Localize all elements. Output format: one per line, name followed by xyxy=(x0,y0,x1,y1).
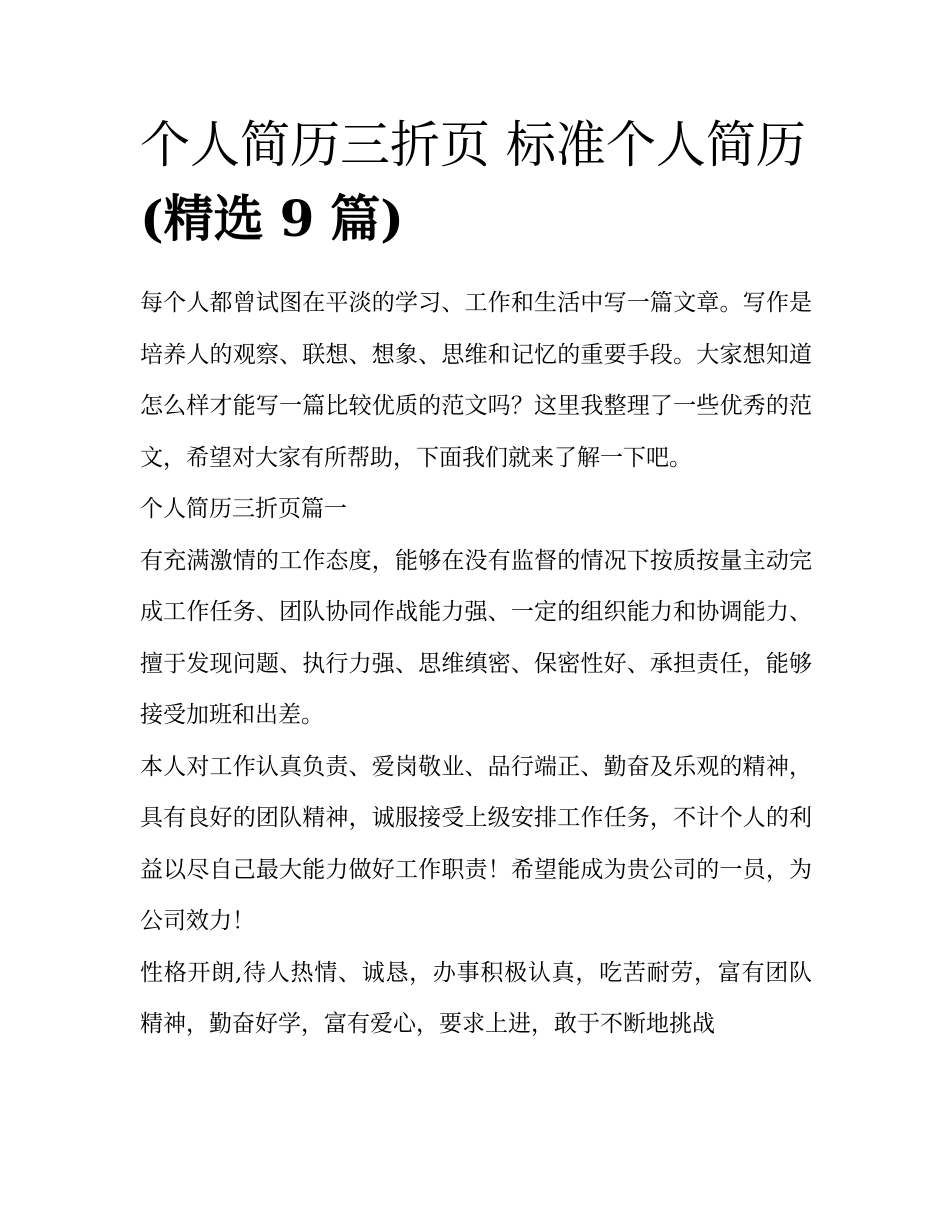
title-line-2-open: (精选 xyxy=(140,189,264,248)
title-line-2-close: 篇) xyxy=(330,189,404,248)
section-heading: 个人简历三折页篇一 xyxy=(140,496,347,522)
body-paragraph-3: 性格开朗,待人热情、诚恳，办事积极认真，吃苦耐劳，富有团队精神，勤奋好学，富有爱心，要求上进，敢于不断地挑战 xyxy=(140,959,812,1037)
body-paragraph-1: 有充满激情的工作态度，能够在没有监督的情况下按质按量主动完成工作任务、团队协同作战能力强、一定的组织能力和协调能力、擅于发现问题、执行力强、思维缜密、保密性好、承担责任，能够接受加班和出差。 xyxy=(140,547,812,728)
title-line-2-number: 9 xyxy=(279,189,315,248)
body-paragraph-2: 本人对工作认真负责、爱岗敬业、品行端正、勤奋及乐观的精神，具有良好的团队精神，诚服接受上级安排工作任务，不计个人的利益以尽自己最大能力做好工作职责！希望能成为贵公司的一员，为公司效力！ xyxy=(140,753,812,934)
title-line-1: 个人简历三折页 标准个人简历 xyxy=(140,116,806,174)
intro-paragraph: 每个人都曾试图在平淡的学习、工作和生活中写一篇文章。写作是培养人的观察、联想、想象、思维和记忆的重要手段。大家想知道怎么样才能写一篇比较优质的范文吗？这里我整理了一些优秀的范文，希望对大家有所帮助，下面我们就来了解一下吧。 xyxy=(140,290,812,471)
document-page xyxy=(140,108,812,1051)
document-title xyxy=(140,108,812,256)
